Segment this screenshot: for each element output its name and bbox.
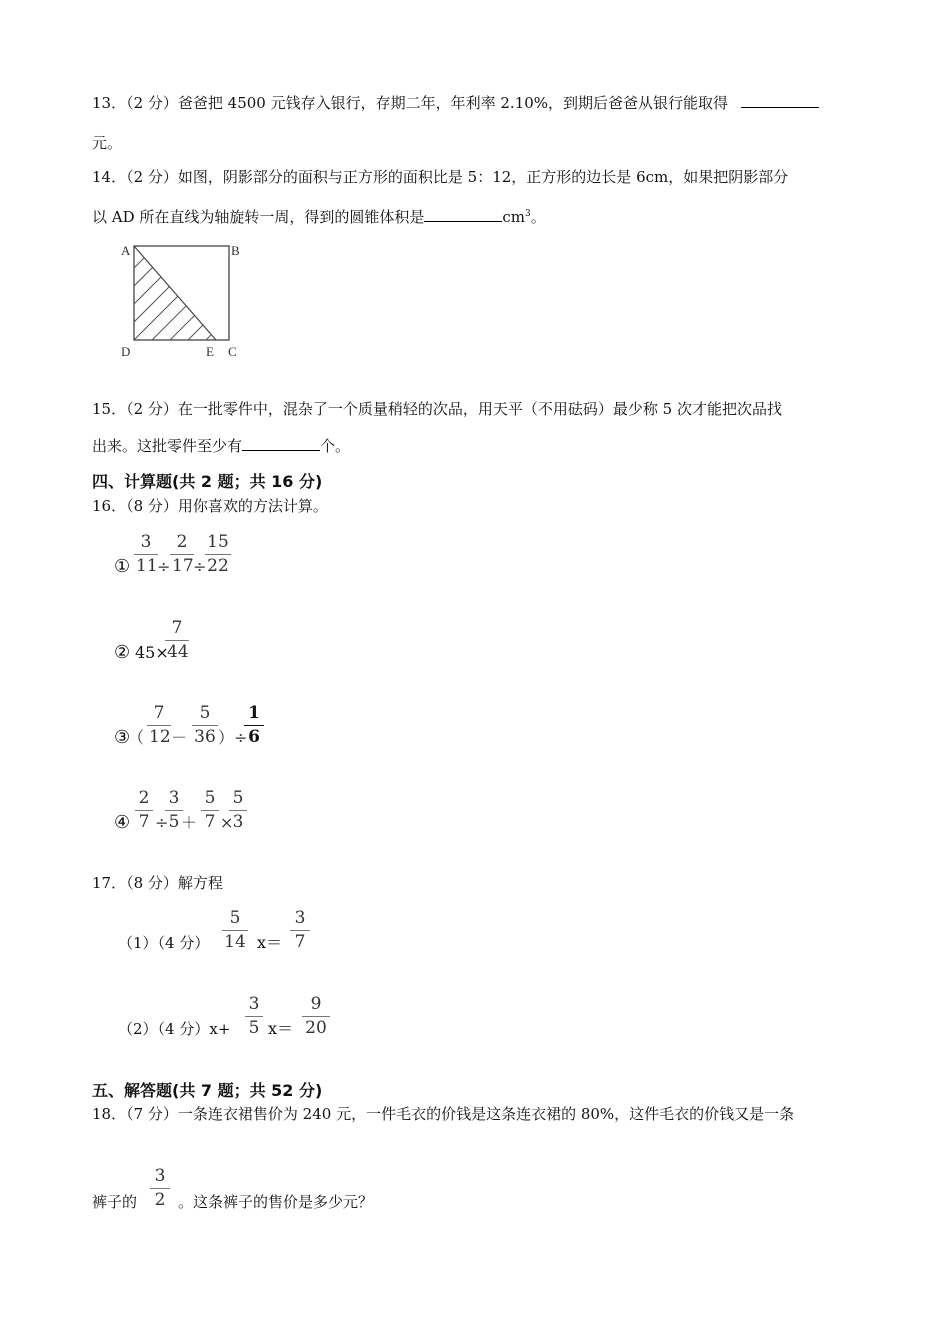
q13-text: 13．（2 分）爸爸把 4500 元钱存入银行，存期二年，年利率 2.10%，到期后爸爸从银行能取得 [92,94,729,112]
eq2-label: （2）（4 分）x+ [118,1020,231,1038]
period: 。 [530,208,546,226]
q15-line2 [92,436,350,456]
answer-blank-14[interactable] [424,207,502,222]
fraction: 7 44 [167,618,189,662]
q14-line2 [92,204,546,227]
item-marker-2: ② [114,642,131,663]
item-marker-1: ① [114,556,131,577]
fraction: 1 6 [244,703,264,747]
q18-line2-end: 。这条裤子的售价是多少元？ [178,1193,374,1211]
left-paren: （ [128,728,145,747]
operator: ÷ [193,557,207,576]
item-marker-3: ③ [114,727,131,748]
fraction: 3 7 [290,908,310,952]
right-paren: ）÷ [218,728,248,747]
q13-line2: 元。 [92,134,123,152]
fraction: 5 36 [192,703,218,747]
fraction: 2 17 [172,532,194,576]
fraction: 3 2 [150,1166,170,1210]
expression-prefix: 45× [135,643,169,662]
answer-blank-15[interactable] [242,436,320,451]
operator: ÷ [157,557,171,576]
fraction: 7 12 [149,703,171,747]
q18-line2-start: 裤子的 [92,1193,138,1211]
fraction: 5 3 [229,788,247,832]
fraction: 5 14 [222,908,248,952]
section-5-heading: 五、解答题(共 7 题；共 52 分) [92,1081,323,1100]
operator: － [171,728,188,747]
q16-stem: 16．（8 分）用你喜欢的方法计算。 [92,497,328,515]
q15-text-end: 个。 [320,437,351,455]
q14-text: 以 AD 所在直线为轴旋转一周，得到的圆锥体积是 [92,208,425,226]
label-D: D [121,344,131,359]
q15-line1: 15．（2 分）在一批零件中，混杂了一个质量稍轻的次品，用天平（不用砝码）最少称 5 次才能把次品找 [92,400,782,418]
equation-mid: x＝ [257,933,283,952]
item-marker-4: ④ [114,812,131,833]
answer-blank-13[interactable] [741,93,819,108]
label-C: C [228,344,237,359]
label-E: E [206,344,214,359]
label-B: B [231,243,240,258]
fraction: 3 11 [136,532,158,576]
shaded-triangle-hatch [124,248,260,342]
q18-line1: 18．（7 分）一条连衣裙售价为 240 元，一件毛衣的价钱是这条连衣裙的 80%，这件毛衣的价钱又是一条 [92,1105,795,1123]
unit-exponent: 3 [525,209,531,219]
fraction: 3 5 [245,994,263,1038]
eq1-label: （1）（4 分） [118,934,210,952]
unit-cm: cm [502,208,526,226]
operator: ＋ [181,813,198,832]
square-figure [110,238,260,366]
fraction: 5 7 [201,788,219,832]
fraction: 15 22 [205,532,231,576]
label-A: A [121,243,131,258]
operator: × [220,813,234,832]
equation-mid: x＝ [268,1019,294,1038]
q14-line1: 14．（2 分）如图，阴影部分的面积与正方形的面积比是 5：12，正方形的边长是 6cm，如果把阴影部分 [92,168,789,186]
q17-stem: 17．（8 分）解方程 [92,874,223,892]
diagonal-AE [134,246,216,340]
fraction: 3 5 [165,788,183,832]
q13-line1 [92,93,819,113]
q15-text: 出来。这批零件至少有 [92,437,243,455]
fraction: 2 7 [135,788,153,832]
section-4-heading: 四、计算题(共 2 题；共 16 分) [92,472,323,491]
operator: ÷ [155,813,169,832]
fraction: 9 20 [302,994,330,1038]
